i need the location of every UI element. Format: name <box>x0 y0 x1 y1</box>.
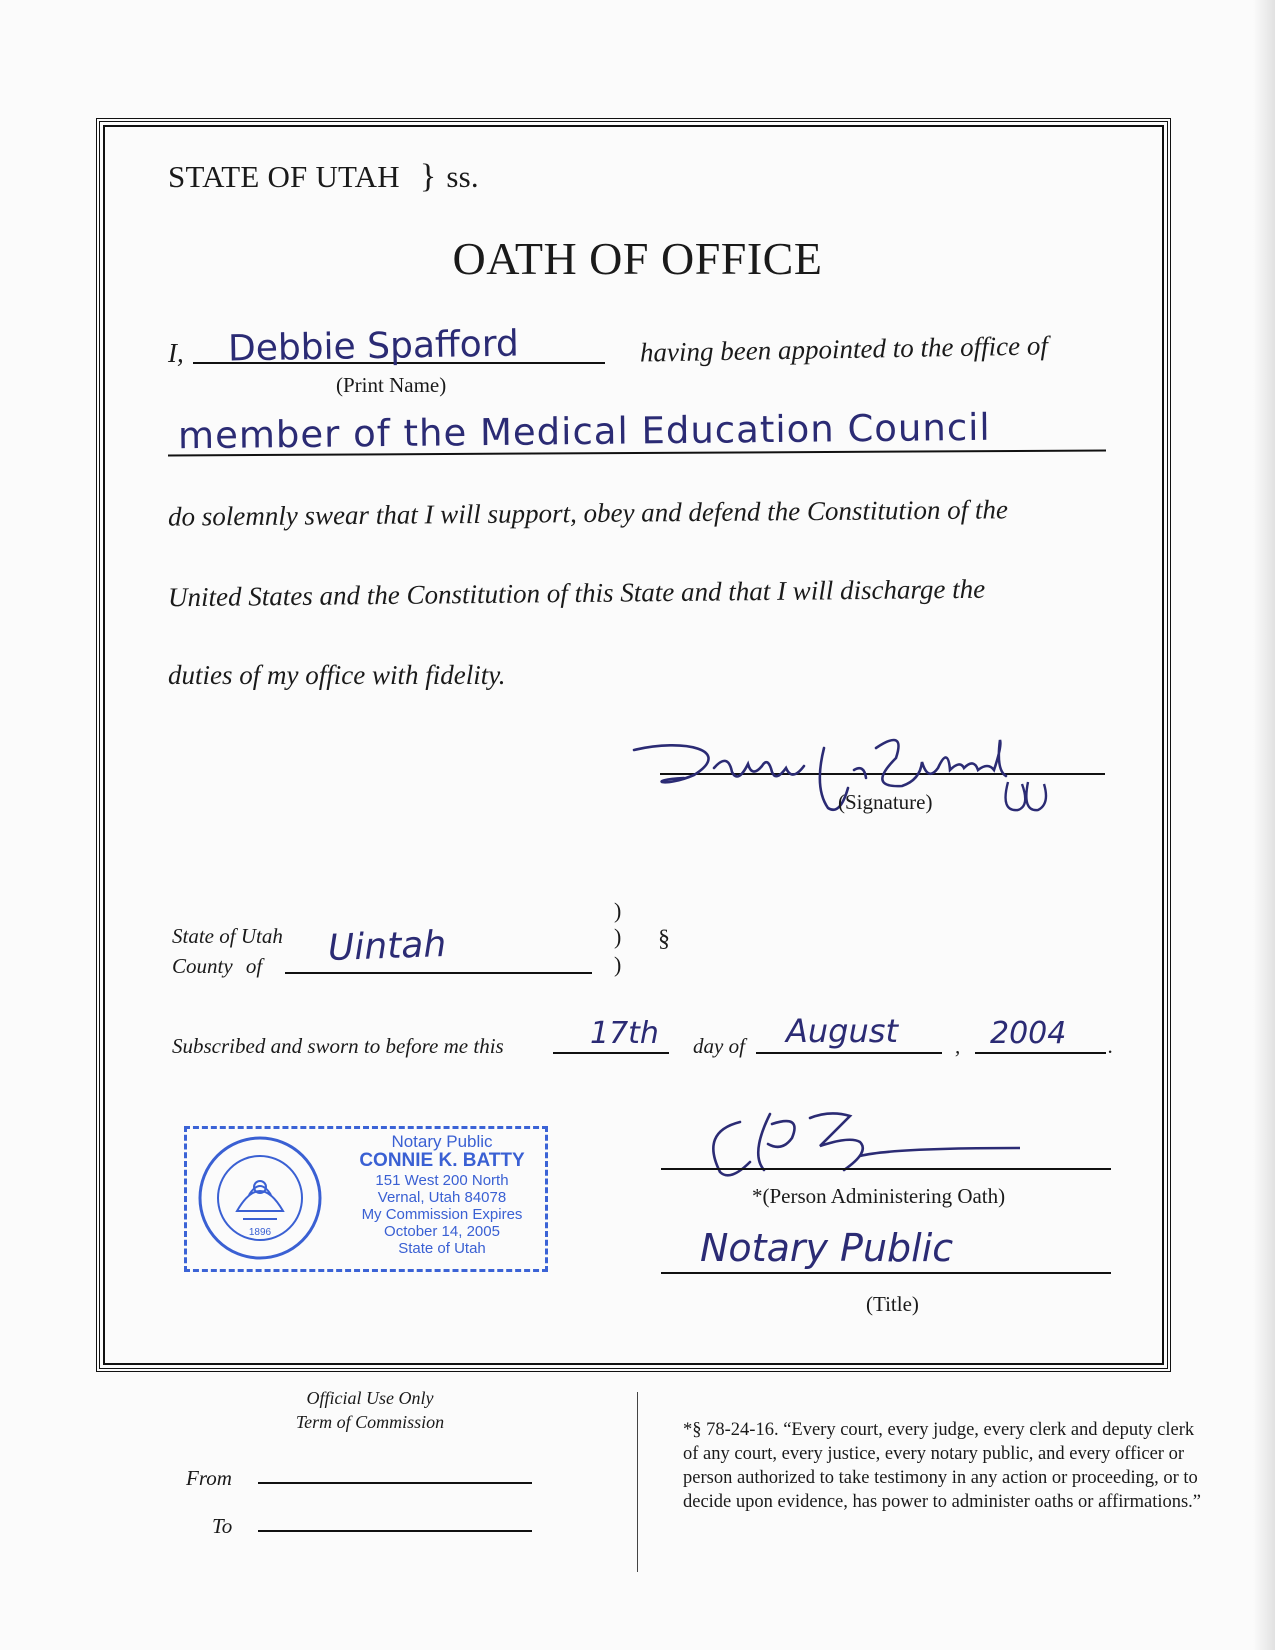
administering-line <box>661 1168 1111 1170</box>
office-handwritten: member of the Medical Education Council <box>177 405 991 458</box>
period: . <box>1108 1034 1114 1058</box>
venue-state: State of Utah <box>172 924 283 948</box>
to-line <box>258 1530 532 1532</box>
stamp-line-4: Vernal, Utah 84078 <box>377 1189 507 1206</box>
administering-caption: *(Person Administering Oath) <box>752 1184 1006 1208</box>
venue-paren-3: ) <box>614 952 622 977</box>
month-line <box>756 1052 942 1054</box>
stamp-line-5: My Commission Expires <box>361 1206 523 1223</box>
year-line <box>975 1052 1106 1054</box>
stamp-line-3: 151 West 200 North <box>375 1172 509 1189</box>
stamp-line-7: State of Utah <box>398 1240 486 1257</box>
footer-divider <box>637 1392 638 1572</box>
venue-paren-2: ) <box>614 924 622 949</box>
title-line <box>661 1272 1111 1274</box>
county-handwritten: Uintah <box>327 923 447 970</box>
venue-county-label: County of <box>172 954 263 978</box>
from-label: From <box>186 1466 232 1490</box>
state-seal-image <box>197 1135 323 1261</box>
county-line <box>285 972 592 974</box>
day-of-label: day of <box>693 1034 745 1058</box>
title-caption: (Title) <box>866 1292 919 1316</box>
notary-stamp <box>184 1126 548 1272</box>
day-line <box>553 1052 669 1054</box>
stamp-line-6: October 14, 2005 <box>384 1223 500 1240</box>
oath-line-1: do solemnly swear that I will support, obey and defend the Constitution of the <box>167 494 1009 532</box>
official-use-header <box>270 1386 470 1434</box>
title-handwritten: Notary Public <box>700 1226 954 1270</box>
venue-paren-1: ) <box>614 898 622 923</box>
print-name-caption: (Print Name) <box>336 373 447 397</box>
oath-line-3: duties of my office with fidelity. <box>168 660 506 690</box>
administering-signature-image <box>700 1104 1020 1184</box>
statute-footnote: *§ 78-24-16. “Every court, every judge, every clerk and deputy clerk of any court, every justice, every notary public, and every officer or person authorized to take testimony in any action or proceeding, or to decide upon evidence, has power to administer oaths or affirmations.” <box>683 1420 1202 1512</box>
state-header <box>168 158 479 196</box>
brace: } <box>419 158 437 195</box>
print-name-handwritten: Debbie Spafford <box>227 323 520 370</box>
official-use-line-1: Official Use Only <box>306 1388 434 1408</box>
day-handwritten: 17th <box>590 1016 659 1051</box>
oath-line-2: United States and the Constitution of this State and that I will discharge the <box>167 573 986 613</box>
page-title: OATH OF OFFICE <box>452 233 823 284</box>
seal-year: 1896 <box>248 1227 272 1238</box>
signature-caption: (Signature) <box>838 790 933 814</box>
year-handwritten: 2004 <box>990 1016 1067 1051</box>
sworn-prefix: Subscribed and sworn to before me this <box>172 1034 504 1058</box>
from-line <box>258 1482 532 1484</box>
official-use-line-2: Term of Commission <box>295 1412 445 1432</box>
stamp-line-2: CONNIE K. BATTY <box>359 1150 525 1171</box>
appointed-text: having been appointed to the office of <box>639 330 1049 368</box>
comma: , <box>955 1034 961 1058</box>
month-handwritten: August <box>786 1012 898 1050</box>
ss-label: ss. <box>446 159 479 194</box>
state-name: STATE OF UTAH <box>168 159 400 194</box>
section-symbol: § <box>658 926 670 952</box>
to-label: To <box>212 1514 233 1538</box>
i-prefix: I, <box>168 338 184 368</box>
stamp-line-1: Notary Public <box>391 1132 493 1151</box>
